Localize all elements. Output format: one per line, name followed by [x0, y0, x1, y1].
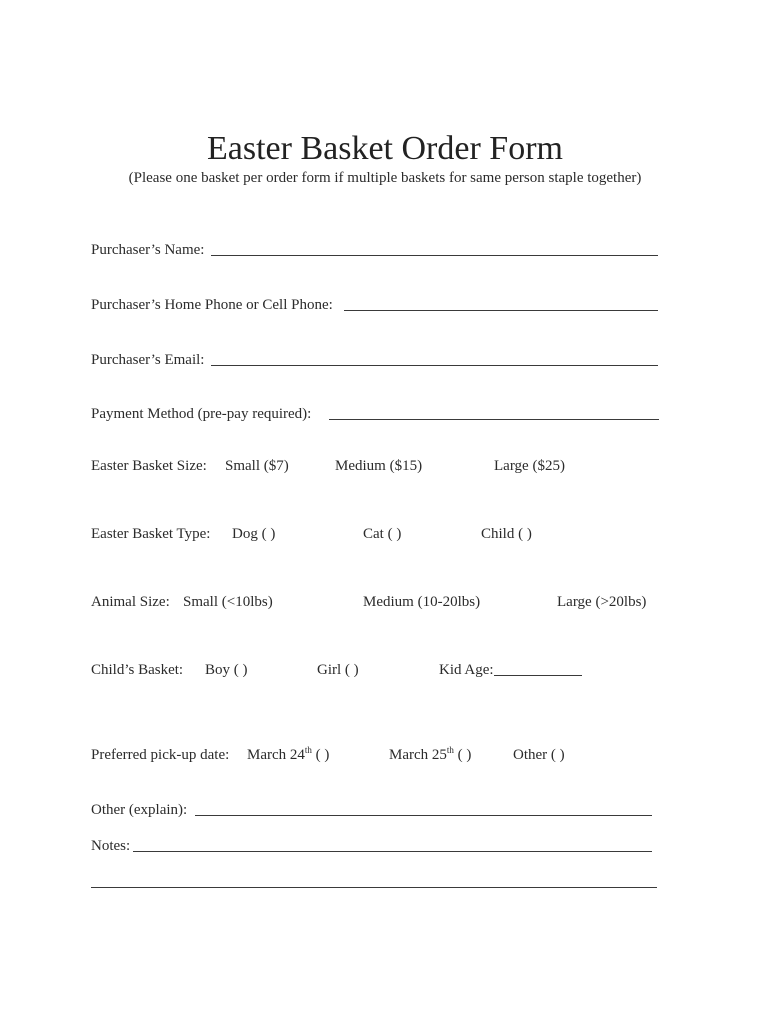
other-explain-label: Other (explain): [91, 802, 188, 818]
basket-type-child-option[interactable]: Child ( ) [481, 526, 532, 542]
basket-type-row [91, 523, 661, 545]
other-explain-field[interactable] [195, 815, 652, 816]
purchaser-name-row [91, 239, 661, 261]
animal-size-large-option[interactable]: Large (>20lbs) [557, 594, 647, 610]
purchaser-email-label: Purchaser’s Email: [91, 352, 205, 368]
purchaser-email-field[interactable] [211, 365, 658, 366]
purchaser-phone-row [91, 294, 661, 316]
basket-size-medium-option[interactable]: Medium ($15) [335, 458, 423, 474]
animal-size-row [91, 591, 661, 613]
basket-type-dog-option[interactable]: Dog ( ) [232, 526, 276, 542]
basket-type-cat-option[interactable]: Cat ( ) [363, 526, 402, 542]
pickup-date-row [91, 744, 661, 766]
animal-size-small-option[interactable]: Small (<10lbs) [183, 594, 273, 610]
pickup-date-label: Preferred pick-up date: [91, 747, 230, 763]
payment-method-field[interactable] [329, 419, 659, 420]
form-subtitle: (Please one basket per order form if multiple baskets for same person staple together) [128, 170, 642, 186]
childs-basket-label: Child’s Basket: [91, 662, 184, 678]
pickup-march24-option[interactable] [247, 744, 329, 766]
payment-method-row [91, 403, 661, 425]
pickup-march25-box: ( ) [453, 747, 472, 763]
notes-field[interactable] [133, 851, 652, 852]
childs-basket-row [91, 659, 661, 681]
payment-method-label: Payment Method (pre-pay required): [91, 406, 312, 422]
childs-basket-boy-option[interactable]: Boy ( ) [205, 662, 248, 678]
basket-size-small-option[interactable]: Small ($7) [225, 458, 289, 474]
animal-size-label: Animal Size: [91, 594, 170, 610]
notes-label: Notes: [91, 838, 131, 854]
basket-size-row [91, 455, 661, 477]
form-title: Easter Basket Order Form [207, 130, 563, 167]
basket-type-label: Easter Basket Type: [91, 526, 211, 542]
animal-size-medium-option[interactable]: Medium (10-20lbs) [363, 594, 481, 610]
pickup-march24-text: March 24 [247, 747, 305, 763]
purchaser-email-row [91, 349, 661, 371]
notes-row [91, 835, 661, 857]
childs-basket-girl-option[interactable]: Girl ( ) [317, 662, 359, 678]
pickup-march24-box: ( ) [311, 747, 330, 763]
purchaser-phone-field[interactable] [344, 310, 658, 311]
other-explain-row [91, 799, 661, 821]
purchaser-name-field[interactable] [211, 255, 658, 256]
pickup-march25-text: March 25 [389, 747, 447, 763]
purchaser-phone-label: Purchaser’s Home Phone or Cell Phone: [91, 297, 333, 313]
pickup-march25-suffix: th [446, 745, 454, 755]
pickup-march25-option[interactable] [389, 744, 471, 766]
notes-extra-line[interactable] [91, 887, 657, 888]
basket-size-label: Easter Basket Size: [91, 458, 207, 474]
purchaser-name-label: Purchaser’s Name: [91, 242, 205, 258]
kid-age-field[interactable] [494, 675, 582, 676]
pickup-march24-suffix: th [304, 745, 312, 755]
pickup-other-option[interactable]: Other ( ) [513, 747, 565, 763]
kid-age-label: Kid Age: [439, 662, 494, 678]
basket-size-large-option[interactable]: Large ($25) [494, 458, 565, 474]
